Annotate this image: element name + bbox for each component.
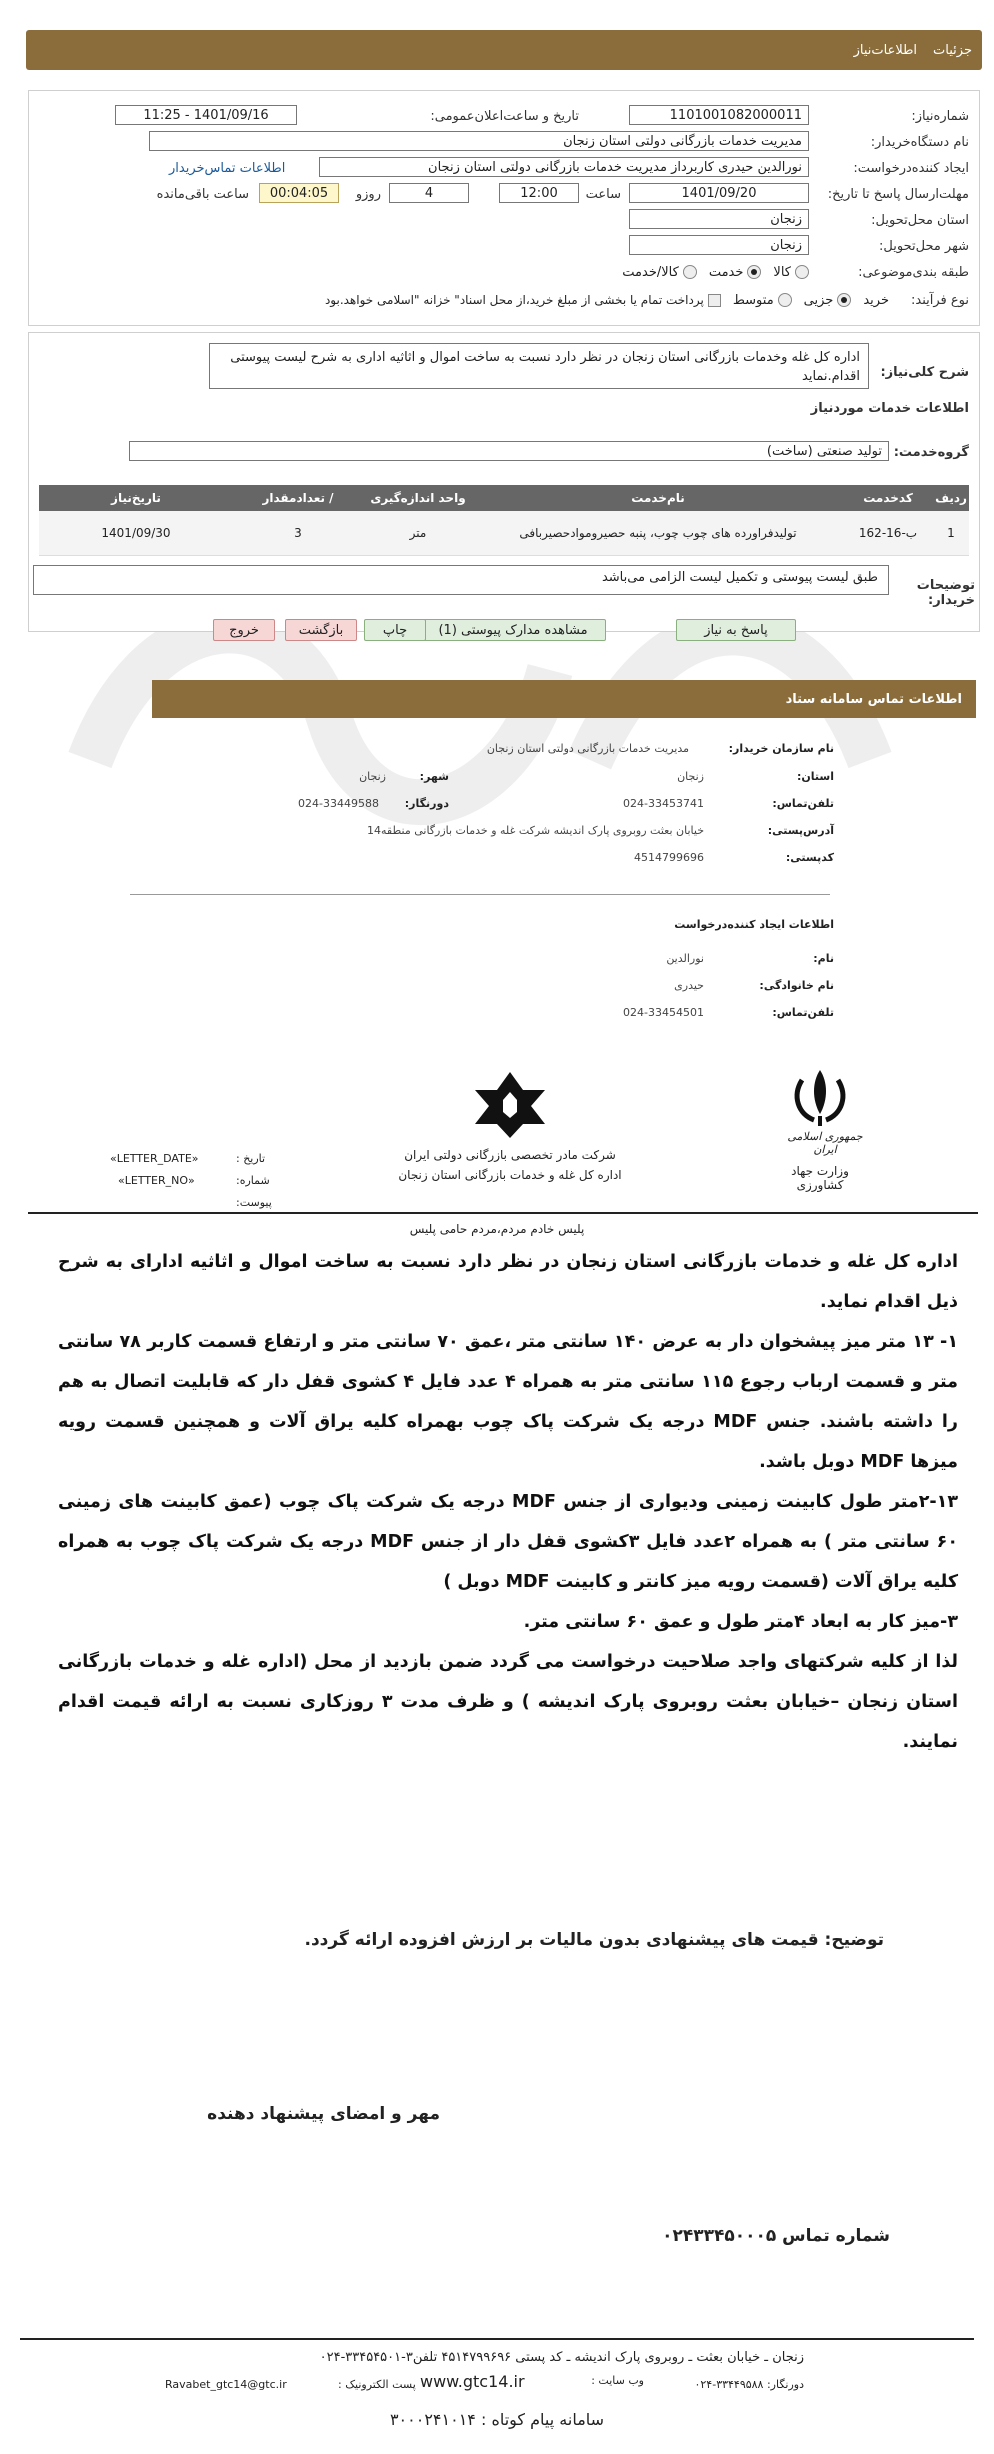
services-table <box>39 485 969 556</box>
tab-details[interactable]: جزئیات <box>933 42 972 58</box>
contact-phone-label: تلفن‌تماس: <box>772 797 834 810</box>
contact-postal-value: 4514799696 <box>634 851 704 864</box>
service-group-label: گروه‌خدمت: <box>893 444 969 460</box>
cell-need-date: 1401/09/30 <box>39 511 233 555</box>
republic-text: جمهوری اسلامی ایران <box>787 1130 863 1156</box>
company-name-1: شرکت مادر تخصصی بازرگانی دولتی ایران <box>404 1148 616 1162</box>
letter-number-label: شماره: <box>236 1174 270 1187</box>
company-logo-icon <box>465 1070 555 1140</box>
deadline-date-field: 1401/09/20 <box>629 183 809 203</box>
letter-date-label: تاریخ : <box>236 1152 266 1165</box>
org-value: مدیریت خدمات بازرگانی دولتی استان زنجان <box>486 742 689 755</box>
city-label: شهر محل‌تحویل: <box>879 238 969 254</box>
tab-need-info[interactable]: اطلاعات‌نیاز <box>853 42 918 58</box>
need-summary-panel <box>28 332 980 632</box>
services-title: اطلاعات خدمات موردنیاز <box>810 400 969 416</box>
creator-phone-value: 024-33454501 <box>623 1006 704 1019</box>
letter-item-2: ۲-۱۳متر طول کابینت زمینی ودیواری از جنس MDF درجه یک شرکت پاک چوب (عمق کابینت های زمینی ۶۰ سانتی متر ) به همراه ۲عدد فایل ۳کشوی قفل دار از جنس MDF درجه یک شرکت پاک چوب به همراه کلیه یراق آلات (قسمت رویه میز کانتر و کابینت MDF دوبل ) <box>58 1492 959 1592</box>
ministry-text: وزارت جهاد کشاورزی <box>791 1164 849 1192</box>
view-documents-button[interactable]: مشاهده مدارک پیوستی (1) <box>420 619 606 641</box>
letter-number-value: «LETTER_NO» <box>118 1174 195 1187</box>
company-name-2: اداره کل غله و خدمات بازرگانی استان زنجان <box>398 1168 622 1182</box>
contact-fax-value: 024-33449588 <box>298 797 379 810</box>
process-partial-label: جزیی <box>803 292 834 308</box>
category-service-radio[interactable] <box>709 265 762 280</box>
remaining-label: ساعت باقی‌مانده <box>156 186 249 202</box>
service-group-field: تولید صنعتی (ساخت) <box>129 441 889 461</box>
iran-emblem-icon <box>790 1066 850 1128</box>
footer-web-label: وب سایت : <box>591 2374 644 2387</box>
letter-item-3: ۳-میز کار به ابعاد ۴متر طول و عمق ۶۰ سانتی متر. <box>523 1612 958 1632</box>
category-goods-label: کالا <box>773 264 791 280</box>
footer-email[interactable]: Ravabet_gtc14@gtc.ir <box>165 2378 287 2391</box>
creator-field: نورالدین حیدری کاربرداز مدیریت خدمات بازرگانی دولتی استان زنجان <box>319 157 809 177</box>
need-number-label: شماره‌نیاز: <box>911 108 969 124</box>
letter-note: توضیح: قیمت های پیشنهادی بدون مالیات بر ارزش افزوده ارائه گردد. <box>304 1930 884 1950</box>
announce-field: 1401/09/16 - 11:25 <box>115 105 297 125</box>
contact-city-label: شهر: <box>419 770 449 783</box>
print-button[interactable]: چاپ <box>364 619 426 641</box>
process-medium-label: متوسط <box>732 292 774 308</box>
contact-phone-value: 024-33453741 <box>623 797 704 810</box>
deadline-label: مهلت‌ارسال پاسخ تا تاریخ: <box>827 186 969 202</box>
announce-label: تاریخ و ساعت‌اعلان‌عمومی: <box>430 108 579 124</box>
days-field: 4 <box>389 183 469 203</box>
creator-name-label: نام: <box>813 952 834 965</box>
category-goods-radio[interactable] <box>773 265 809 280</box>
creator-phone-label: تلفن‌تماس: <box>772 1006 834 1019</box>
buyer-contact-link[interactable]: اطلاعات تماس‌خریدار <box>169 160 286 176</box>
col-unit: واحد اندازه‌گیری <box>363 485 473 511</box>
contact-section-header: اطلاعات تماس سامانه ستاد <box>152 680 976 718</box>
col-service-code: کدخدمت <box>843 485 933 511</box>
creator-family-label: نام خانوادگی: <box>759 979 834 992</box>
col-row: ردیف <box>933 485 969 511</box>
category-goods-service-radio[interactable] <box>622 265 697 280</box>
letter-slogan: پلیس خادم مردم،مردم حامی پلیس <box>409 1222 585 1236</box>
process-buy-label: خرید <box>863 292 889 308</box>
summary-desc-label: شرح کلی‌نیاز: <box>880 364 969 380</box>
contact-province-label: استان: <box>797 770 834 783</box>
contact-address-label: آدرس‌پستی: <box>767 824 834 837</box>
creator-info-title: اطلاعات ایجاد کننده‌درخواست <box>674 918 834 931</box>
cell-service-code: ب-16-162 <box>843 511 933 555</box>
letter-signature: مهر و امضای پیشنهاد دهنده <box>207 2104 440 2124</box>
contact-address-value: خیابان بعثت روبروی پارک اندیشه شرکت غله و خدمات بازرگانی منطقه14 <box>367 824 704 837</box>
footer-fax: دورنگار: ۳۳۴۴۹۵۸۸-۰۲۴ <box>694 2378 804 2391</box>
radio-selected-icon <box>747 265 761 279</box>
letter-paragraph-intro: اداره کل غله و خدمات بازرگانی استان زنجان در نظر دارد نسبت به ساخت اموال و اثاثیه ادارای به شرح ذیل اقدام نماید. <box>58 1252 958 1312</box>
col-service-name: نام‌خدمت <box>473 485 843 511</box>
buyer-org-label: نام دستگاه‌خریدار: <box>870 134 969 150</box>
org-label: نام سازمان خریدار: <box>728 742 834 755</box>
cell-unit: متر <box>363 511 473 555</box>
cell-row: 1 <box>933 511 969 555</box>
footer-email-label: پست الکترونیک : <box>338 2378 416 2391</box>
cell-quantity: 3 <box>233 511 363 555</box>
category-goods-service-label: کالا/خدمت <box>622 264 679 280</box>
contact-postal-label: کد‌پستی: <box>785 851 834 864</box>
table-row <box>39 511 969 555</box>
city-field: زنجان <box>629 235 809 255</box>
province-label: استان محل‌تحویل: <box>871 212 969 228</box>
contact-city-value: زنجان <box>359 770 386 783</box>
buyer-notes-box: طبق لیست پیوستی و تکمیل لیست الزامی می‌باشد <box>33 565 889 595</box>
hour-label: ساعت <box>585 186 621 202</box>
summary-desc-box: اداره کل غله وخدمات بازرگانی استان زنجان در نظر دارد نسبت به ساخت اموال و اثاثیه اداری به شرح لیست پیوستی اقدام.نماید <box>209 343 869 389</box>
col-need-date: تاریخ‌نیاز <box>39 485 233 511</box>
checkbox-icon <box>708 294 721 307</box>
radio-icon <box>795 265 809 279</box>
letter-footer-line <box>20 2338 974 2340</box>
back-button[interactable]: بازگشت <box>285 619 357 641</box>
process-partial-radio[interactable] <box>804 293 852 308</box>
category-service-label: خدمت <box>708 264 744 280</box>
need-number-field: 1101001082000011 <box>629 105 809 125</box>
col-quantity: / تعدادمقدار <box>233 485 363 511</box>
letter-body <box>58 1242 958 1762</box>
process-medium-radio[interactable] <box>733 293 792 308</box>
radio-icon <box>683 265 697 279</box>
exit-button[interactable]: خروج <box>213 619 275 641</box>
letter-request: لذا از کلیه شرکتهای واجد صلاحیت درخواست می گردد ضمن بازدید از محل (اداره غله و خدمات بازرگانی استان زنجان –خیابان بعثت روبروی پارک اندیشه ) و ظرف مدت ۳ روزکاری نسبت به ارائه قیمت اقدام نمایند. <box>58 1652 958 1752</box>
payment-checkbox[interactable] <box>325 293 721 307</box>
creator-family-value: حیدری <box>674 979 704 992</box>
footer-sms: سامانه پیام کوتاه : ۳۰۰۰۲۴۱۰۱۴ <box>389 2410 605 2429</box>
letter-date-value: «LETTER_DATE» <box>110 1152 199 1165</box>
process-label: نوع فرآیند: <box>911 292 969 308</box>
province-field: زنجان <box>629 209 809 229</box>
radio-icon <box>778 293 792 307</box>
letter-item-1: ۱- ۱۳ متر میز پیشخوان دار به عرض ۱۴۰ سانتی متر ،عمق ۷۰ سانتی متر و ارتفاع قسمت کاربر ۷۸ سانتی متر و قسمت ارباب رجوع ۱۱۵ سانتی متر به همراه ۴ عدد فایل ۴ کشوی قفل دار که قابلیت اتصال به هم را داشته باشند. جنس MDF درجه یک شرکت پاک چوب بهمراه کلیه یراق آلات و همچنین قسمت رویه میزها MDF دوبل باشد. <box>58 1332 958 1472</box>
deadline-time-field: 12:00 <box>499 183 579 203</box>
letter-header-line <box>28 1212 978 1214</box>
remaining-time-field: 00:04:05 <box>259 183 339 203</box>
footer-web[interactable]: www.gtc14.ir <box>420 2372 525 2391</box>
process-buy-label-wrap <box>863 293 889 308</box>
reply-button[interactable]: پاسخ به نیاز <box>676 619 796 641</box>
buyer-notes-label: توضیحات خریدار: <box>916 578 975 608</box>
table-header-row <box>39 485 969 511</box>
category-label: طبقه بندی‌موضوعی: <box>858 264 969 280</box>
buyer-org-field: مدیریت خدمات بازرگانی دولتی استان زنجان <box>149 131 809 151</box>
payment-note: پرداخت تمام یا بخشی از مبلغ خرید،از محل اسناد" خزانه "اسلامی خواهد.بود <box>324 293 704 307</box>
divider <box>130 894 830 895</box>
days-label: روزو <box>355 186 381 202</box>
letter-contact-number: شماره تماس ۰۲۴۳۳۴۵۰۰۰۵ <box>662 2226 890 2246</box>
cell-service-name: تولیدفراورده های چوب چوب، پنبه حصیرومواد‌حصیربافی <box>473 511 843 555</box>
creator-label: ایجاد کننده‌درخواست: <box>853 160 969 176</box>
top-navbar <box>26 30 982 70</box>
need-details-panel <box>28 90 980 326</box>
creator-name-value: نورالدین <box>666 952 704 965</box>
radio-selected-icon <box>837 293 851 307</box>
footer-address: زنجان ـ خیابان بعثت ـ روبروی پارک اندیشه ـ کد پستی ۴۵۱۴۷۹۹۶۹۶ تلفن۳-۳۳۴۵۴۵۰۱-۰۲۴ <box>319 2350 804 2365</box>
contact-province-value: زنجان <box>677 770 704 783</box>
letter-attach-label: پیوست: <box>236 1196 272 1209</box>
contact-fax-label: دورنگار: <box>404 797 449 810</box>
